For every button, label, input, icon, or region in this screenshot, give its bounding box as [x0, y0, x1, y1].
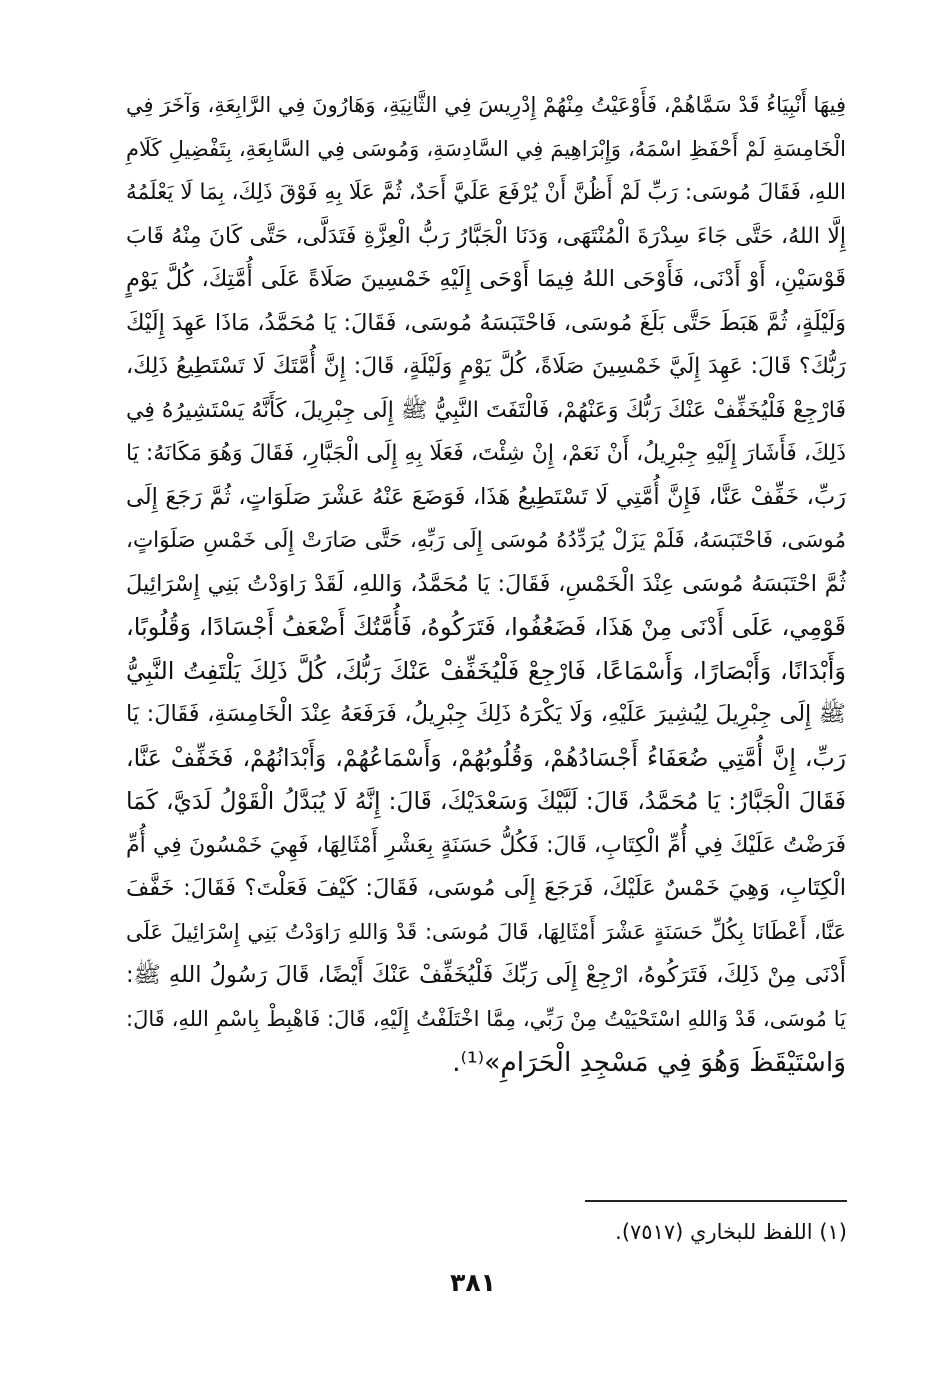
- text-line-12: ثُمَّ احْتَبَسَهُ مُوسَى عِنْدَ الْخَمْسِ، فَقَالَ: يَا مُحَمَّدُ، وَاللهِ، لَقَدْ رَاوَدْتُ بَنِي إِسْرَائِيلَ: [126, 570, 846, 597]
- text-line-19: الْكِتَابِ، وَهِيَ خَمْسٌ عَلَيْكَ، فَرَجَعَ إِلَى مُوسَى، فَقَالَ: كَيْفَ فَعَلْتَ؟ فَقَالَ: خَفَّفَ: [126, 875, 846, 901]
- text-line-7: رَبُّكَ؟ قَالَ: عَهِدَ إِلَيَّ خَمْسِينَ صَلَاةً، كُلَّ يَوْمٍ وَلَيْلَةٍ، قَالَ: إِنَّ أُمَّتَكَ لَا تَسْتَطِيعُ ذَلِكَ،: [126, 354, 846, 379]
- text-line-13: قَوْمِي، عَلَى أَدْنَى مِنْ هَذَا، فَضَعُفُوا، فَتَرَكُوهُ، فَأُمَّتُكَ أَضْعَفُ أَجْسَادًا، وَقُلُوبًا،: [126, 613, 846, 641]
- text-line-4: إِلَّا اللهُ، حَتَّى جَاءَ سِدْرَةَ الْمُنْتَهَى، وَدَنَا الْجَبَّارُ رَبُّ الْعِزَّةِ فَتَدَلَّى، حَتَّى كَانَ مِنْهُ قَابَ: [126, 223, 846, 249]
- text-line-9: ذَلِكَ، فَأَشَارَ إِلَيْهِ جِبْرِيلُ، أَنْ نَعَمْ، إِنْ شِئْتَ، فَعَلَا بِهِ إِلَى الْجَبَّارِ، فَقَالَ وَهُوَ مَكَانَهُ: يَا: [126, 441, 846, 466]
- text-line-22: يَا مُوسَى، قَدْ وَاللهِ اسْتَحْيَيْتُ مِنْ رَبِّي، مِمَّا اخْتَلَفْتُ إِلَيْهِ، قَالَ: فَاهْبِطْ بِاسْمِ اللهِ، قَالَ:: [126, 1006, 846, 1031]
- text-line-20: عَنَّا، أَعْطَانَا بِكُلِّ حَسَنَةٍ عَشْرَ أَمْثَالِهَا، قَالَ مُوسَى: قَدْ وَاللهِ رَاوَدْتُ بَنِي إِسْرَائِيلَ عَلَى: [126, 919, 846, 944]
- page-number: ٣٨١: [450, 1268, 496, 1297]
- main-text: [126, 84, 846, 1085]
- text-line-10: رَبِّ، خَفِّفْ عَنَّا، فَإِنَّ أُمَّتِي لَا تَسْتَطِيعُ هَذَا، فَوَضَعَ عَنْهُ عَشْرَ صَلَوَاتٍ، ثُمَّ رَجَعَ إِلَى: [126, 483, 846, 510]
- text-line-2: الْخَامِسَةِ لَمْ أَحْفَظِ اسْمَهُ، وَإِبْرَاهِيمَ فِي السَّادِسَةِ، وَمُوسَى فِي السَّابِعَةِ، بِتَفْضِيلِ كَلَامِ: [126, 136, 846, 161]
- text-line-11: مُوسَى، فَاحْتَبَسَهُ، فَلَمْ يَزَلْ يُرَدِّدُهُ مُوسَى إِلَى رَبِّهِ، حَتَّى صَارَتْ إِلَى خَمْسِ صَلَوَاتٍ،: [126, 528, 846, 553]
- text-line-8: فَارْجِعْ فَلْيُخَفِّفْ عَنْكَ رَبُّكَ وَعَنْهُمْ، فَالْتَفَتَ النَّبِيُّ ﷺ إِلَى جِبْرِيلَ، كَأَنَّهُ يَسْتَشِيرُهُ فِي: [126, 397, 846, 423]
- text-line-23: وَاسْتَيْقَظَ وَهُوَ فِي مَسْجِدِ الْحَرَامِ»⁽¹⁾.: [452, 1047, 846, 1078]
- text-line-16: رَبِّ، إِنَّ أُمَّتِي ضُعَفَاءُ أَجْسَادُهُمْ، وَقُلُوبُهُمْ، وَأَسْمَاعُهُمْ، وَأَبْدَانُهُمْ، فَخَفِّفْ عَنَّا،: [126, 743, 846, 772]
- text-line-5: قَوْسَيْنِ، أَوْ أَدْنَى، فَأَوْحَى اللهُ فِيمَا أَوْحَى إِلَيْهِ خَمْسِينَ صَلَاةً عَلَى أُمَّتِكَ، كُلَّ يَوْمٍ: [126, 266, 846, 292]
- text-line-6: وَلَيْلَةٍ، ثُمَّ هَبَطَ حَتَّى بَلَغَ مُوسَى، فَاحْتَبَسَهُ مُوسَى، فَقَالَ: يَا مُحَمَّدُ، مَاذَا عَهِدَ إِلَيْكَ: [126, 309, 846, 336]
- text-line-1: فِيهَا أَنْبِيَاءُ قَدْ سَمَّاهُمْ، فَأَوْعَيْتُ مِنْهُمْ إِدْرِيسَ فِي الثَّانِيَةِ، وَهَارُونَ فِي الرَّابِعَةِ، وَآخَرَ فِي: [126, 93, 846, 117]
- text-line-17: فَقَالَ الْجَبَّارُ: يَا مُحَمَّدُ، قَالَ: لَبَّيْكَ وَسَعْدَيْكَ، قَالَ: إِنَّهُ لَا يُبَدَّلُ الْقَوْلُ لَدَيَّ، كَمَا: [126, 787, 846, 815]
- footnote-divider: [585, 1200, 847, 1202]
- text-line-3: اللهِ، فَقَالَ مُوسَى: رَبِّ لَمْ أَظُنَّ أَنْ يُرْفَعَ عَلَيَّ أَحَدٌ، ثُمَّ عَلَا بِهِ فَوْقَ ذَلِكَ، بِمَا لَا يَعْلَمُهُ: [126, 180, 846, 205]
- text-line-18: فَرَضْتُ عَلَيْكَ فِي أُمِّ الْكِتَابِ، قَالَ: فَكُلُّ حَسَنَةٍ بِعَشْرِ أَمْثَالِهَا، فَهِيَ خَمْسُونَ فِي أُمِّ: [126, 832, 846, 858]
- text-line-15: ﷺ إِلَى جِبْرِيلَ لِيُشِيرَ عَلَيْهِ، وَلَا يَكْرَهُ ذَلِكَ جِبْرِيلُ، فَرَفَعَهُ عِنْدَ الْخَامِسَةِ، فَقَالَ: يَا: [126, 701, 846, 727]
- text-line-14: وَأَبْدَانًا، وَأَبْصَارًا، وَأَسْمَاعًا، فَارْجِعْ فَلْيُخَفِّفْ عَنْكَ رَبُّكَ، كُلَّ ذَلِكَ يَلْتَفِتُ النَّبِيُّ: [126, 656, 846, 685]
- text-line-21: أَدْنَى مِنْ ذَلِكَ، فَتَرَكُوهُ، ارْجِعْ إِلَى رَبِّكَ فَلْيُخَفِّفْ عَنْكَ أَيْضًا، قَالَ رَسُولُ اللهِ ﷺ:: [126, 962, 846, 988]
- footnote: (١) اللفظ للبخاري (٧٥١٧).: [615, 1220, 847, 1244]
